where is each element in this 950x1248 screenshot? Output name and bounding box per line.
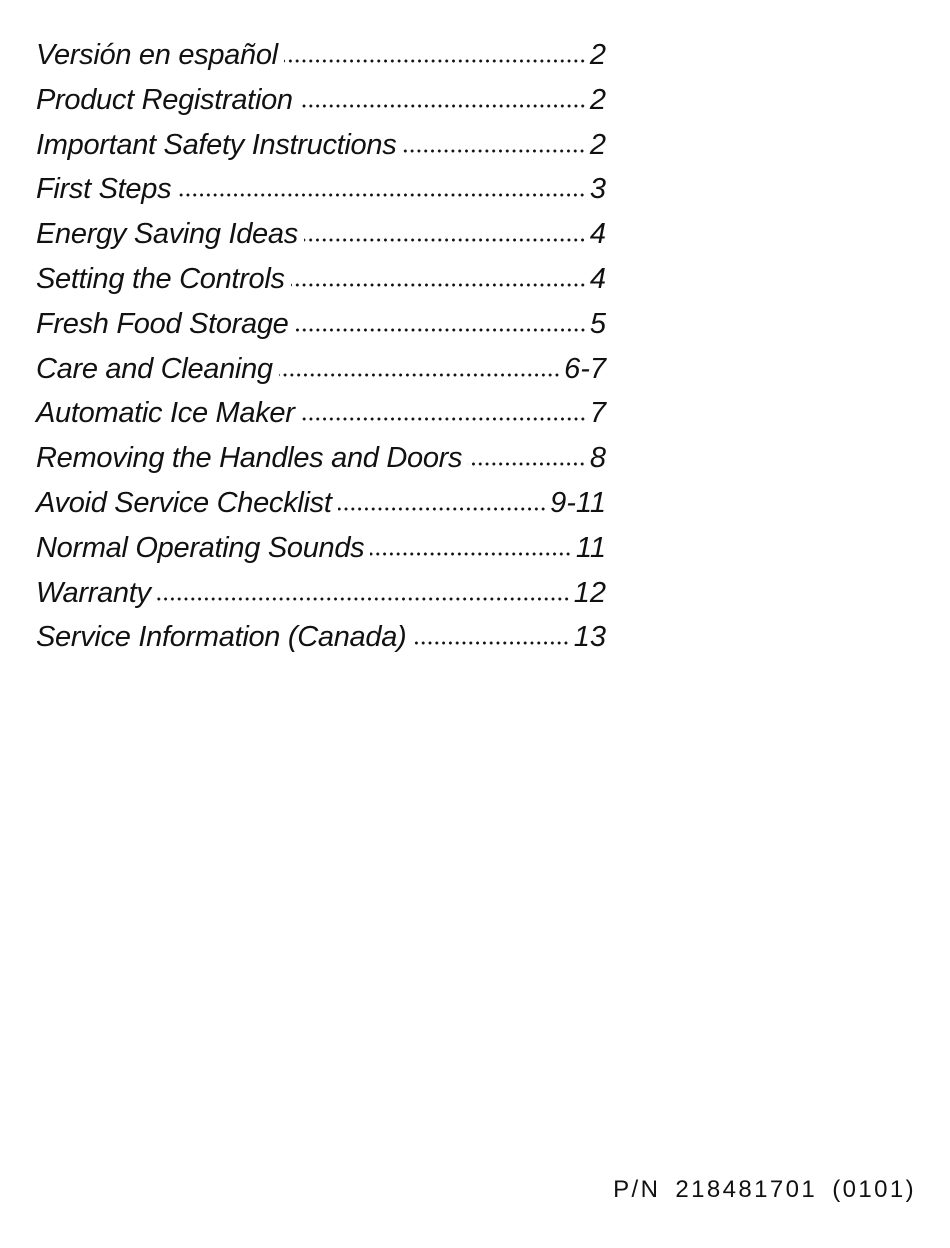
toc-entry-page: 6-7 — [564, 352, 606, 385]
toc-entry[interactable] — [36, 33, 606, 78]
toc-entry-page: 11 — [575, 531, 606, 564]
toc-entry-title: Setting the Controls — [36, 262, 285, 295]
toc-entry-title: First Steps — [36, 173, 172, 206]
toc-entry-title: Warranty — [36, 576, 151, 609]
toc-entry-title: Normal Operating Sounds — [36, 531, 365, 564]
toc-entry[interactable] — [36, 257, 606, 302]
toc-entry[interactable] — [36, 302, 606, 347]
toc-entry-page: 12 — [573, 576, 606, 609]
toc-entry[interactable] — [36, 123, 606, 168]
toc-entry-page: 9-11 — [550, 486, 606, 519]
toc-entry-title: Fresh Food Storage — [36, 307, 289, 340]
toc-entry[interactable] — [36, 78, 606, 123]
toc-entry-title: Product Registration — [36, 83, 293, 116]
toc-entry-page: 13 — [573, 621, 606, 654]
dot-leader — [157, 597, 570, 601]
toc-entry-page: 2 — [589, 128, 606, 161]
toc-entry-title: Versión en español — [36, 39, 278, 71]
table-of-contents — [36, 33, 606, 660]
toc-entry[interactable] — [36, 167, 606, 212]
toc-entry-page: 8 — [589, 442, 606, 475]
toc-entry-page: 3 — [589, 173, 606, 206]
dot-leader — [291, 283, 586, 287]
dot-leader — [295, 328, 586, 332]
part-number: P/N 218481701 (0101) — [613, 1176, 916, 1203]
toc-entry[interactable] — [36, 481, 606, 526]
toc-entry-title: Important Safety Instructions — [36, 128, 397, 161]
toc-entry[interactable] — [36, 212, 606, 257]
toc-entry-page: 7 — [589, 397, 606, 430]
toc-entry[interactable] — [36, 391, 606, 436]
dot-leader — [402, 149, 585, 153]
toc-entry-page: 2 — [589, 83, 606, 116]
dot-leader — [299, 104, 586, 108]
toc-entry[interactable] — [36, 615, 606, 660]
dot-leader — [370, 552, 572, 556]
dot-leader — [177, 193, 586, 197]
dot-leader — [412, 641, 569, 645]
toc-entry-title: Care and Cleaning — [36, 352, 273, 385]
toc-entry[interactable] — [36, 526, 606, 571]
toc-entry-page: 2 — [589, 39, 606, 71]
toc-entry[interactable] — [36, 347, 606, 392]
toc-entry-page: 4 — [589, 262, 606, 295]
toc-entry[interactable] — [36, 571, 606, 616]
toc-entry-page: 5 — [589, 307, 606, 340]
toc-entry-title: Energy Saving Ideas — [36, 218, 298, 251]
toc-entry[interactable] — [36, 436, 606, 481]
dot-leader — [338, 507, 547, 511]
toc-entry-title: Removing the Handles and Doors — [36, 442, 463, 475]
dot-leader — [284, 59, 586, 63]
dot-leader — [279, 373, 560, 377]
toc-entry-title: Automatic Ice Maker — [36, 397, 295, 430]
dot-leader — [304, 238, 586, 242]
dot-leader — [301, 417, 586, 421]
toc-entry-title: Service Information (Canada) — [36, 621, 407, 654]
toc-entry-title: Avoid Service Checklist — [36, 486, 332, 519]
dot-leader — [468, 462, 586, 466]
toc-entry-page: 4 — [589, 218, 606, 251]
